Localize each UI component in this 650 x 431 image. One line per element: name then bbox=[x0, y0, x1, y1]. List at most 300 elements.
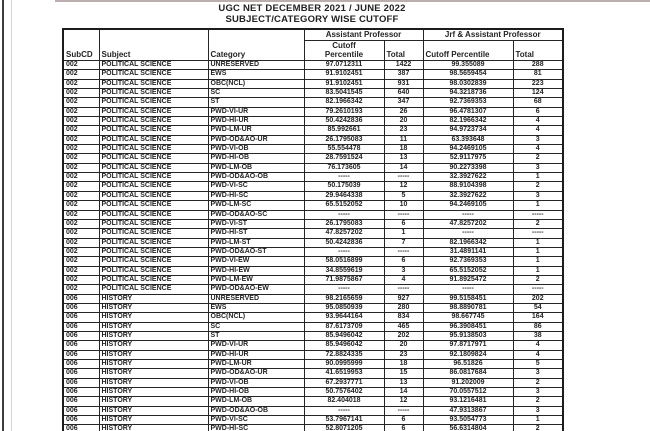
cell-ap-cutoff-percentile: 50.7576402 bbox=[304, 388, 384, 397]
cell-ap-cutoff-percentile: 91.9102451 bbox=[304, 79, 384, 88]
cell-category: PWD-OD&AO-UR bbox=[208, 369, 304, 378]
cell-ap-total: 6 bbox=[384, 219, 423, 228]
cell-ap-total: 23 bbox=[384, 126, 423, 135]
cell-subject: POLITICAL SCIENCE bbox=[99, 126, 208, 135]
cell-subcd: 002 bbox=[63, 89, 99, 98]
cell-category: PWD-VI-ST bbox=[208, 219, 304, 228]
cell-subcd: 002 bbox=[63, 135, 99, 144]
cell-jrf-total: 38 bbox=[513, 331, 563, 340]
table-row bbox=[63, 360, 563, 369]
cell-ap-cutoff-percentile: ----- bbox=[304, 173, 384, 182]
cell-jrf-cutoff-percentile: 98.8890781 bbox=[423, 303, 513, 312]
cell-subject: POLITICAL SCIENCE bbox=[99, 210, 208, 219]
cell-subcd: 002 bbox=[63, 238, 99, 247]
cell-ap-cutoff-percentile: 82.404018 bbox=[304, 397, 384, 406]
table-row bbox=[63, 247, 563, 256]
cell-ap-cutoff-percentile: 85.9496042 bbox=[304, 331, 384, 340]
cell-jrf-cutoff-percentile: 93.5054773 bbox=[423, 416, 513, 425]
cell-ap-total: 202 bbox=[384, 331, 423, 340]
table-row bbox=[63, 238, 563, 247]
cell-category: PWD-VI-OB bbox=[208, 145, 304, 154]
cell-jrf-cutoff-percentile: 99.355089 bbox=[423, 61, 513, 70]
cell-ap-cutoff-percentile: 72.8824335 bbox=[304, 350, 384, 359]
table-row bbox=[63, 416, 563, 425]
cell-subcd: 002 bbox=[63, 201, 99, 210]
cell-ap-total: 1422 bbox=[384, 61, 423, 70]
cell-jrf-cutoff-percentile: 94.9723734 bbox=[423, 126, 513, 135]
cell-ap-total: 280 bbox=[384, 303, 423, 312]
table-row bbox=[63, 173, 563, 182]
cell-subcd: 002 bbox=[63, 219, 99, 228]
cell-ap-total: 23 bbox=[384, 350, 423, 359]
cell-ap-cutoff-percentile: 87.6173709 bbox=[304, 322, 384, 331]
table-row bbox=[63, 117, 563, 126]
cell-jrf-cutoff-percentile: 96.51826 bbox=[423, 360, 513, 369]
cell-subject: POLITICAL SCIENCE bbox=[99, 275, 208, 284]
table-row bbox=[63, 191, 563, 200]
table-row bbox=[63, 70, 563, 79]
cell-ap-total: 10 bbox=[384, 201, 423, 210]
cell-subject: HISTORY bbox=[99, 313, 208, 322]
cell-ap-cutoff-percentile: 47.8257202 bbox=[304, 229, 384, 238]
cell-subject: HISTORY bbox=[99, 378, 208, 387]
table-row bbox=[63, 229, 563, 238]
cell-jrf-total: 6 bbox=[513, 107, 563, 116]
cell-jrf-total: 1 bbox=[513, 247, 563, 256]
cell-jrf-total: 2 bbox=[513, 425, 563, 431]
cell-ap-total: ----- bbox=[384, 285, 423, 294]
scan-fold-line bbox=[11, 0, 12, 431]
cell-ap-total: 13 bbox=[384, 378, 423, 387]
cell-category: EWS bbox=[208, 303, 304, 312]
cell-jrf-cutoff-percentile: 96.4781307 bbox=[423, 107, 513, 116]
table-row bbox=[63, 397, 563, 406]
cell-subject: HISTORY bbox=[99, 388, 208, 397]
cell-category: OBC(NCL) bbox=[208, 79, 304, 88]
cell-jrf-total: 2 bbox=[513, 182, 563, 191]
cell-subcd: 006 bbox=[63, 369, 99, 378]
cell-subject: HISTORY bbox=[99, 331, 208, 340]
cell-subject: HISTORY bbox=[99, 360, 208, 369]
cell-subject: POLITICAL SCIENCE bbox=[99, 163, 208, 172]
cell-jrf-cutoff-percentile: ----- bbox=[423, 229, 513, 238]
cell-subcd: 006 bbox=[63, 360, 99, 369]
column-header-subject: Subject bbox=[99, 29, 208, 61]
cell-jrf-total: 5 bbox=[513, 360, 563, 369]
cell-ap-total: 14 bbox=[384, 388, 423, 397]
cell-subcd: 002 bbox=[63, 107, 99, 116]
table-row bbox=[63, 182, 563, 191]
cell-subject: HISTORY bbox=[99, 322, 208, 331]
cell-subject: POLITICAL SCIENCE bbox=[99, 229, 208, 238]
cell-ap-total: 640 bbox=[384, 89, 423, 98]
cell-ap-cutoff-percentile: 50.4242836 bbox=[304, 117, 384, 126]
cell-subject: HISTORY bbox=[99, 406, 208, 415]
cell-jrf-cutoff-percentile: 82.1966342 bbox=[423, 238, 513, 247]
cell-subject: POLITICAL SCIENCE bbox=[99, 61, 208, 70]
cell-subcd: 002 bbox=[63, 163, 99, 172]
cell-ap-total: 13 bbox=[384, 154, 423, 163]
cell-ap-cutoff-percentile: 53.7967141 bbox=[304, 416, 384, 425]
cell-jrf-cutoff-percentile: 92.7369353 bbox=[423, 257, 513, 266]
cell-subject: POLITICAL SCIENCE bbox=[99, 79, 208, 88]
cell-ap-cutoff-percentile: 58.0516899 bbox=[304, 257, 384, 266]
cell-ap-cutoff-percentile: 52.8071205 bbox=[304, 425, 384, 431]
cell-jrf-total: 1 bbox=[513, 266, 563, 275]
cell-ap-total: ----- bbox=[384, 173, 423, 182]
cell-ap-total: 7 bbox=[384, 238, 423, 247]
cell-category: PWD-VI-OB bbox=[208, 378, 304, 387]
cell-ap-total: 11 bbox=[384, 135, 423, 144]
cell-ap-cutoff-percentile: 82.1966342 bbox=[304, 98, 384, 107]
cell-category: PWD-HI-EW bbox=[208, 266, 304, 275]
cell-jrf-cutoff-percentile: 91.202009 bbox=[423, 378, 513, 387]
cell-subcd: 002 bbox=[63, 61, 99, 70]
cell-ap-cutoff-percentile: 98.2165659 bbox=[304, 294, 384, 303]
cell-subcd: 002 bbox=[63, 229, 99, 238]
cell-ap-total: 465 bbox=[384, 322, 423, 331]
cell-subcd: 002 bbox=[63, 154, 99, 163]
cell-jrf-cutoff-percentile: 94.2469105 bbox=[423, 145, 513, 154]
table-body bbox=[63, 61, 563, 431]
cell-category: PWD-HI-OB bbox=[208, 154, 304, 163]
cell-category: PWD-HI-UR bbox=[208, 350, 304, 359]
cell-subcd: 002 bbox=[63, 117, 99, 126]
cell-category: PWD-HI-UR bbox=[208, 117, 304, 126]
cell-jrf-cutoff-percentile: 56.6314804 bbox=[423, 425, 513, 431]
cell-subject: HISTORY bbox=[99, 341, 208, 350]
cell-ap-total: 6 bbox=[384, 257, 423, 266]
cell-category: ST bbox=[208, 331, 304, 340]
cell-subject: POLITICAL SCIENCE bbox=[99, 257, 208, 266]
cell-ap-total: 927 bbox=[384, 294, 423, 303]
cell-subject: HISTORY bbox=[99, 369, 208, 378]
cell-jrf-total: 124 bbox=[513, 89, 563, 98]
cell-category: PWD-HI-SC bbox=[208, 425, 304, 431]
cell-ap-cutoff-percentile: 76.173605 bbox=[304, 163, 384, 172]
cell-category: UNRESERVED bbox=[208, 61, 304, 70]
cell-jrf-cutoff-percentile: 32.3927622 bbox=[423, 191, 513, 200]
cell-subject: HISTORY bbox=[99, 397, 208, 406]
cell-jrf-cutoff-percentile: 93.1216481 bbox=[423, 397, 513, 406]
cell-subcd: 002 bbox=[63, 126, 99, 135]
cell-jrf-total: ----- bbox=[513, 229, 563, 238]
cell-ap-cutoff-percentile: ----- bbox=[304, 210, 384, 219]
cell-jrf-total: 1 bbox=[513, 173, 563, 182]
table-row bbox=[63, 294, 563, 303]
cell-jrf-cutoff-percentile: 65.5152052 bbox=[423, 266, 513, 275]
cell-subcd: 006 bbox=[63, 397, 99, 406]
table-row bbox=[63, 61, 563, 70]
cell-ap-total: 15 bbox=[384, 369, 423, 378]
cell-subcd: 006 bbox=[63, 322, 99, 331]
cell-category: SC bbox=[208, 89, 304, 98]
cell-category: ST bbox=[208, 98, 304, 107]
group-header-assistant-professor: Assistant Professor bbox=[304, 29, 423, 41]
cell-subject: HISTORY bbox=[99, 350, 208, 359]
cell-subcd: 006 bbox=[63, 294, 99, 303]
cell-ap-cutoff-percentile: 93.9644164 bbox=[304, 313, 384, 322]
cell-category: PWD-LM-ST bbox=[208, 238, 304, 247]
cell-subcd: 006 bbox=[63, 313, 99, 322]
cell-subcd: 002 bbox=[63, 98, 99, 107]
cell-ap-total: ----- bbox=[384, 247, 423, 256]
cell-jrf-cutoff-percentile: 52.9117975 bbox=[423, 154, 513, 163]
cell-ap-total: 347 bbox=[384, 98, 423, 107]
table-row bbox=[63, 406, 563, 415]
cell-ap-total: 20 bbox=[384, 117, 423, 126]
cell-category: PWD-OD&AO-UR bbox=[208, 135, 304, 144]
cell-category: PWD-HI-OB bbox=[208, 388, 304, 397]
cell-category: PWD-OD&AO-OB bbox=[208, 406, 304, 415]
cell-ap-cutoff-percentile: 50.175039 bbox=[304, 182, 384, 191]
cell-subcd: 006 bbox=[63, 388, 99, 397]
cell-subcd: 002 bbox=[63, 247, 99, 256]
cell-category: PWD-OD&AO-EW bbox=[208, 285, 304, 294]
cell-jrf-cutoff-percentile: 98.5659454 bbox=[423, 70, 513, 79]
cell-subcd: 006 bbox=[63, 350, 99, 359]
table-row bbox=[63, 98, 563, 107]
cell-jrf-total: 4 bbox=[513, 145, 563, 154]
table-row bbox=[63, 303, 563, 312]
cell-subject: POLITICAL SCIENCE bbox=[99, 201, 208, 210]
column-header-category: Category bbox=[208, 29, 304, 61]
cell-subject: POLITICAL SCIENCE bbox=[99, 285, 208, 294]
cell-jrf-total: 3 bbox=[513, 388, 563, 397]
cell-jrf-cutoff-percentile: 47.9313867 bbox=[423, 406, 513, 415]
cell-subcd: 002 bbox=[63, 70, 99, 79]
cell-ap-cutoff-percentile: 79.2610193 bbox=[304, 107, 384, 116]
table-row bbox=[63, 210, 563, 219]
cell-jrf-total: 1 bbox=[513, 257, 563, 266]
cell-subcd: 006 bbox=[63, 341, 99, 350]
cell-subcd: 002 bbox=[63, 266, 99, 275]
cell-subcd: 002 bbox=[63, 275, 99, 284]
cell-jrf-total: 3 bbox=[513, 406, 563, 415]
cell-jrf-cutoff-percentile: 97.8717971 bbox=[423, 341, 513, 350]
cell-ap-cutoff-percentile: 34.8559619 bbox=[304, 266, 384, 275]
cell-ap-cutoff-percentile: 26.1795083 bbox=[304, 135, 384, 144]
cell-jrf-cutoff-percentile: 95.9138503 bbox=[423, 331, 513, 340]
cell-ap-cutoff-percentile: 41.6519953 bbox=[304, 369, 384, 378]
cell-jrf-cutoff-percentile: 82.1966342 bbox=[423, 117, 513, 126]
cell-ap-cutoff-percentile: 65.5152052 bbox=[304, 201, 384, 210]
ap-cutoff-line2: Percentile bbox=[324, 49, 364, 59]
cell-ap-total: 6 bbox=[384, 416, 423, 425]
cell-subcd: 002 bbox=[63, 173, 99, 182]
cell-subject: HISTORY bbox=[99, 303, 208, 312]
ap-cutoff-line1: Cutoff bbox=[332, 41, 356, 50]
cell-ap-total: 387 bbox=[384, 70, 423, 79]
cell-ap-cutoff-percentile: 83.5041545 bbox=[304, 89, 384, 98]
cell-ap-total: 931 bbox=[384, 79, 423, 88]
cell-subject: POLITICAL SCIENCE bbox=[99, 145, 208, 154]
table-row bbox=[63, 341, 563, 350]
cell-ap-total: 18 bbox=[384, 145, 423, 154]
cell-jrf-cutoff-percentile: 92.7369353 bbox=[423, 98, 513, 107]
cell-category: PWD-LM-EW bbox=[208, 275, 304, 284]
cell-jrf-cutoff-percentile: 31.4891141 bbox=[423, 247, 513, 256]
cell-category: PWD-HI-ST bbox=[208, 229, 304, 238]
cell-jrf-cutoff-percentile: 98.667745 bbox=[423, 313, 513, 322]
cell-jrf-cutoff-percentile: 98.0302839 bbox=[423, 79, 513, 88]
cell-subcd: 006 bbox=[63, 378, 99, 387]
cell-ap-cutoff-percentile: 28.7591524 bbox=[304, 154, 384, 163]
cell-jrf-total: 3 bbox=[513, 163, 563, 172]
table-row bbox=[63, 275, 563, 284]
cell-jrf-total: 202 bbox=[513, 294, 563, 303]
cell-ap-total: 834 bbox=[384, 313, 423, 322]
table-row bbox=[63, 369, 563, 378]
cell-subcd: 006 bbox=[63, 331, 99, 340]
column-header-ap-total: Total bbox=[384, 41, 423, 61]
cell-subject: POLITICAL SCIENCE bbox=[99, 70, 208, 79]
group-header-jrf-assistant-professor: Jrf & Assistant Professor bbox=[423, 29, 563, 41]
cell-subcd: 002 bbox=[63, 191, 99, 200]
table-row bbox=[63, 266, 563, 275]
cell-jrf-cutoff-percentile: 92.1809824 bbox=[423, 350, 513, 359]
cell-category: UNRESERVED bbox=[208, 294, 304, 303]
table-row bbox=[63, 79, 563, 88]
cell-jrf-total: ----- bbox=[513, 285, 563, 294]
cell-subject: POLITICAL SCIENCE bbox=[99, 238, 208, 247]
cell-category: PWD-LM-SC bbox=[208, 201, 304, 210]
cell-jrf-total: 2 bbox=[513, 397, 563, 406]
cell-subject: POLITICAL SCIENCE bbox=[99, 98, 208, 107]
table-row bbox=[63, 145, 563, 154]
cell-jrf-total: 288 bbox=[513, 61, 563, 70]
table-row bbox=[63, 107, 563, 116]
cell-ap-total: 14 bbox=[384, 163, 423, 172]
cell-subject: POLITICAL SCIENCE bbox=[99, 173, 208, 182]
cell-jrf-total: 54 bbox=[513, 303, 563, 312]
cell-subject: HISTORY bbox=[99, 416, 208, 425]
cell-ap-total: 3 bbox=[384, 266, 423, 275]
cell-jrf-total: 4 bbox=[513, 117, 563, 126]
table-row bbox=[63, 257, 563, 266]
cell-jrf-total: 2 bbox=[513, 378, 563, 387]
cell-category: OBC(NCL) bbox=[208, 313, 304, 322]
cell-category: PWD-LM-OB bbox=[208, 397, 304, 406]
cell-jrf-total: 3 bbox=[513, 191, 563, 200]
cell-jrf-total: 2 bbox=[513, 154, 563, 163]
cell-ap-cutoff-percentile: 91.9102451 bbox=[304, 70, 384, 79]
table-row bbox=[63, 331, 563, 340]
cell-jrf-total: 2 bbox=[513, 275, 563, 284]
cell-jrf-total: 2 bbox=[513, 219, 563, 228]
cell-jrf-total: 1 bbox=[513, 238, 563, 247]
cell-jrf-cutoff-percentile: 96.3908451 bbox=[423, 322, 513, 331]
page-subtitle: SUBJECT/CATEGORY WISE CUTOFF bbox=[225, 14, 399, 25]
cell-subcd: 002 bbox=[63, 210, 99, 219]
cell-jrf-total: ----- bbox=[513, 210, 563, 219]
cutoff-table bbox=[62, 28, 564, 431]
cell-subject: HISTORY bbox=[99, 425, 208, 431]
cell-subject: POLITICAL SCIENCE bbox=[99, 89, 208, 98]
cell-ap-total: 18 bbox=[384, 360, 423, 369]
cell-category: PWD-LM-UR bbox=[208, 126, 304, 135]
cell-ap-total: ----- bbox=[384, 406, 423, 415]
cell-subject: POLITICAL SCIENCE bbox=[99, 191, 208, 200]
table-row bbox=[63, 89, 563, 98]
cell-jrf-total: 4 bbox=[513, 350, 563, 359]
cell-ap-cutoff-percentile: ----- bbox=[304, 285, 384, 294]
cell-jrf-cutoff-percentile: ----- bbox=[423, 285, 513, 294]
cell-subcd: 002 bbox=[63, 257, 99, 266]
cell-category: PWD-OD&AO-SC bbox=[208, 210, 304, 219]
cell-ap-total: 5 bbox=[384, 191, 423, 200]
cell-subcd: 006 bbox=[63, 406, 99, 415]
cell-jrf-total: 3 bbox=[513, 135, 563, 144]
cell-ap-cutoff-percentile: ----- bbox=[304, 406, 384, 415]
cell-subject: POLITICAL SCIENCE bbox=[99, 117, 208, 126]
table-header bbox=[63, 29, 563, 61]
cell-jrf-total: 86 bbox=[513, 322, 563, 331]
cell-jrf-cutoff-percentile: 99.5158451 bbox=[423, 294, 513, 303]
table-row bbox=[63, 154, 563, 163]
cell-ap-cutoff-percentile: 85.992661 bbox=[304, 126, 384, 135]
column-header-ap-cutoff-percentile bbox=[304, 41, 384, 61]
cell-subject: POLITICAL SCIENCE bbox=[99, 219, 208, 228]
table-row bbox=[63, 219, 563, 228]
column-header-subcd: SubCD bbox=[63, 29, 99, 61]
table-row bbox=[63, 285, 563, 294]
cell-ap-cutoff-percentile: 95.0850939 bbox=[304, 303, 384, 312]
cell-ap-total: 20 bbox=[384, 341, 423, 350]
table-row bbox=[63, 201, 563, 210]
table-row bbox=[63, 135, 563, 144]
cell-ap-cutoff-percentile: 50.4242836 bbox=[304, 238, 384, 247]
cell-jrf-total: 1 bbox=[513, 201, 563, 210]
cell-ap-total: 4 bbox=[384, 275, 423, 284]
cell-subject: POLITICAL SCIENCE bbox=[99, 266, 208, 275]
cell-ap-cutoff-percentile: 26.1795083 bbox=[304, 219, 384, 228]
cell-ap-total: 12 bbox=[384, 182, 423, 191]
cell-subject: POLITICAL SCIENCE bbox=[99, 182, 208, 191]
cell-jrf-cutoff-percentile: 94.3218736 bbox=[423, 89, 513, 98]
cell-category: PWD-VI-UR bbox=[208, 107, 304, 116]
cell-category: SC bbox=[208, 322, 304, 331]
cell-subcd: 002 bbox=[63, 79, 99, 88]
cell-subcd: 006 bbox=[63, 303, 99, 312]
table-row bbox=[63, 425, 563, 431]
cell-jrf-total: 1 bbox=[513, 416, 563, 425]
cell-subcd: 002 bbox=[63, 285, 99, 294]
group-header-row bbox=[63, 29, 563, 41]
cell-ap-total: 26 bbox=[384, 107, 423, 116]
cell-category: PWD-OD&AO-OB bbox=[208, 173, 304, 182]
cell-jrf-cutoff-percentile: ----- bbox=[423, 210, 513, 219]
cell-ap-total: 12 bbox=[384, 397, 423, 406]
cell-jrf-cutoff-percentile: 63.393648 bbox=[423, 135, 513, 144]
scan-top-edge bbox=[55, 0, 650, 2]
cell-category: EWS bbox=[208, 70, 304, 79]
cell-ap-cutoff-percentile: 85.9496042 bbox=[304, 341, 384, 350]
cell-subject: POLITICAL SCIENCE bbox=[99, 154, 208, 163]
column-header-jrf-total: Total bbox=[513, 41, 563, 61]
scan-left-edge-line bbox=[2, 0, 4, 431]
cell-jrf-total: 223 bbox=[513, 79, 563, 88]
cell-category: PWD-LM-OB bbox=[208, 163, 304, 172]
cell-subcd: 006 bbox=[63, 416, 99, 425]
cell-jrf-cutoff-percentile: 32.3927622 bbox=[423, 173, 513, 182]
cell-jrf-total: 3 bbox=[513, 369, 563, 378]
cell-ap-cutoff-percentile: 71.9875867 bbox=[304, 275, 384, 284]
cell-subcd: 002 bbox=[63, 182, 99, 191]
cell-jrf-cutoff-percentile: 86.0817684 bbox=[423, 369, 513, 378]
cell-ap-cutoff-percentile: 29.9464338 bbox=[304, 191, 384, 200]
table-row bbox=[63, 350, 563, 359]
